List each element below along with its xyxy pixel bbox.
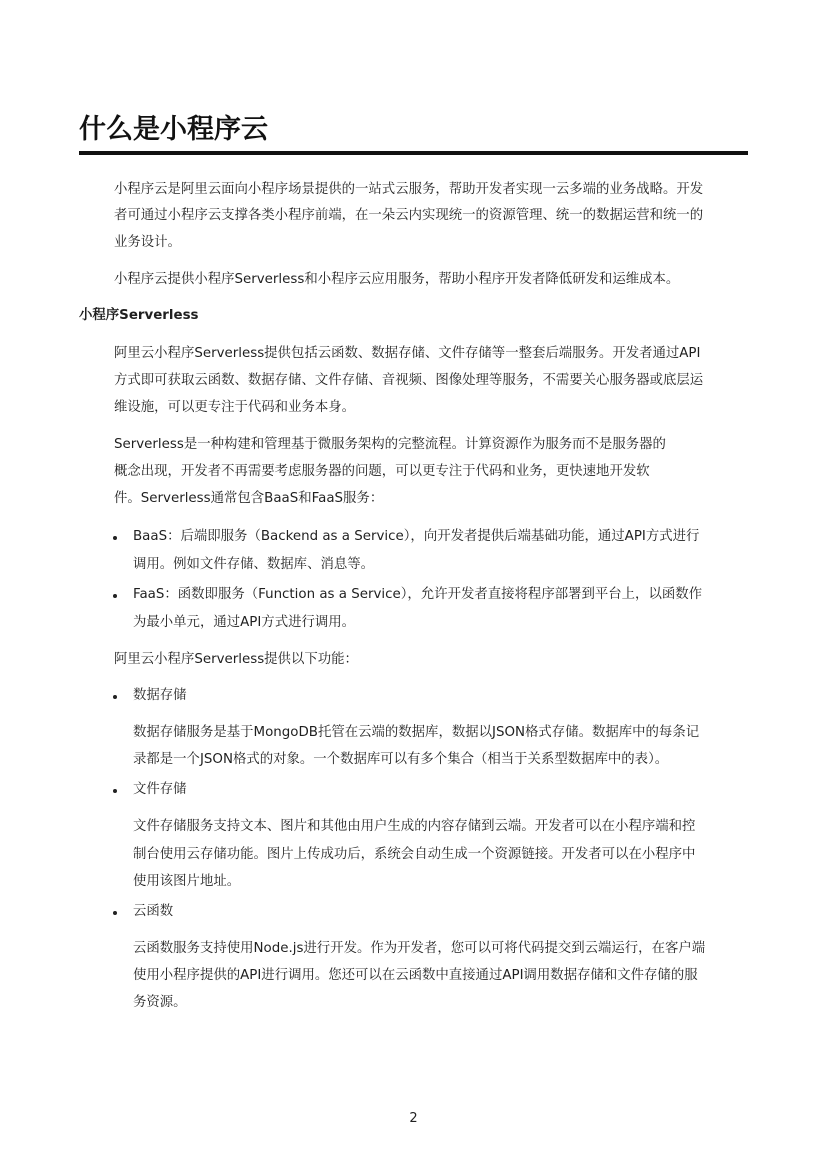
bullet-dot-icon [113,695,117,699]
feature-desc-line: 数据存储服务是基于MongoDB托管在云端的数据库，数据以JSON格式存储。数据库中的每条记 [133,725,700,740]
section-p1-line: 维设施，可以更专注于代码和业务本身。 [114,400,356,415]
title-underline [79,151,748,155]
bullet-dot-icon [113,594,117,598]
bullet-faas-line: 为最小单元，通过API方式进行调用。 [133,615,356,630]
bullet-dot-icon [113,789,117,793]
feature-name: 云函数 [133,904,174,919]
intro-p1-line: 业务设计。 [114,235,181,250]
features-intro: 阿里云小程序Serverless提供以下功能： [114,652,358,667]
page-number: 2 [409,1111,418,1126]
feature-desc-line: 云函数服务支持使用Node.js进行开发。作为开发者，您可以可将代码提交到云端运行，在客户端 [133,941,706,956]
feature-desc-line: 使用该图片地址。 [133,874,241,889]
feature-desc-line: 录都是一个JSON格式的对象。一个数据库可以有多个集合（相当于关系型数据库中的表）。 [133,752,669,767]
bullet-baas-line: 调用。例如文件存储、数据库、消息等。 [133,557,375,572]
feature-name: 数据存储 [133,688,187,703]
feature-desc-line: 文件存储服务支持文本、图片和其他由用户生成的内容存储到云端。开发者可以在小程序端和控 [133,819,696,834]
feature-desc-line: 使用小程序提供的API进行调用。您还可以在云函数中直接通过API调用数据存储和文件存储的服 [133,968,698,983]
feature-desc-line: 务资源。 [133,995,187,1010]
bullet-dot-icon [113,911,117,915]
bullet-faas-line: FaaS：函数即服务（Function as a Service），允许开发者直接将程序部署到平台上，以函数作 [133,587,703,602]
bullet-dot-icon [113,536,117,540]
section-p2-line: Serverless是一种构建和管理基于微服务架构的完整流程。计算资源作为服务而不是服务器的 [114,437,666,452]
bullet-baas-line: BaaS：后端即服务（Backend as a Service），向开发者提供后端基础功能，通过API方式进行 [133,529,700,544]
section-p2-line: 件。Serverless通常包含BaaS和FaaS服务： [114,491,384,506]
intro-p2: 小程序云提供小程序Serverless和小程序云应用服务，帮助小程序开发者降低研发和运维成本。 [114,272,680,287]
section-p1-line: 阿里云小程序Serverless提供包括云函数、数据存储、文件存储等一整套后端服务。开发者通过API [114,346,701,361]
feature-name: 文件存储 [133,782,187,797]
feature-desc-line: 制台使用云存储功能。图片上传成功后，系统会自动生成一个资源链接。开发者可以在小程序中 [133,847,696,862]
section-p1-line: 方式即可获取云函数、数据存储、文件存储、音视频、图像处理等服务，不需要关心服务器或底层运 [114,373,704,388]
page-title: 什么是小程序云 [79,114,268,145]
section-heading: 小程序Serverless [79,308,199,323]
intro-p1-line: 小程序云是阿里云面向小程序场景提供的一站式云服务，帮助开发者实现一云多端的业务战略。开发 [114,182,704,197]
intro-p1-line: 者可通过小程序云支撑各类小程序前端，在一朵云内实现统一的资源管理、统一的数据运营和统一的 [114,208,704,223]
section-p2-line: 概念出现，开发者不再需要考虑服务器的问题，可以更专注于代码和业务，更快速地开发软 [114,464,650,479]
